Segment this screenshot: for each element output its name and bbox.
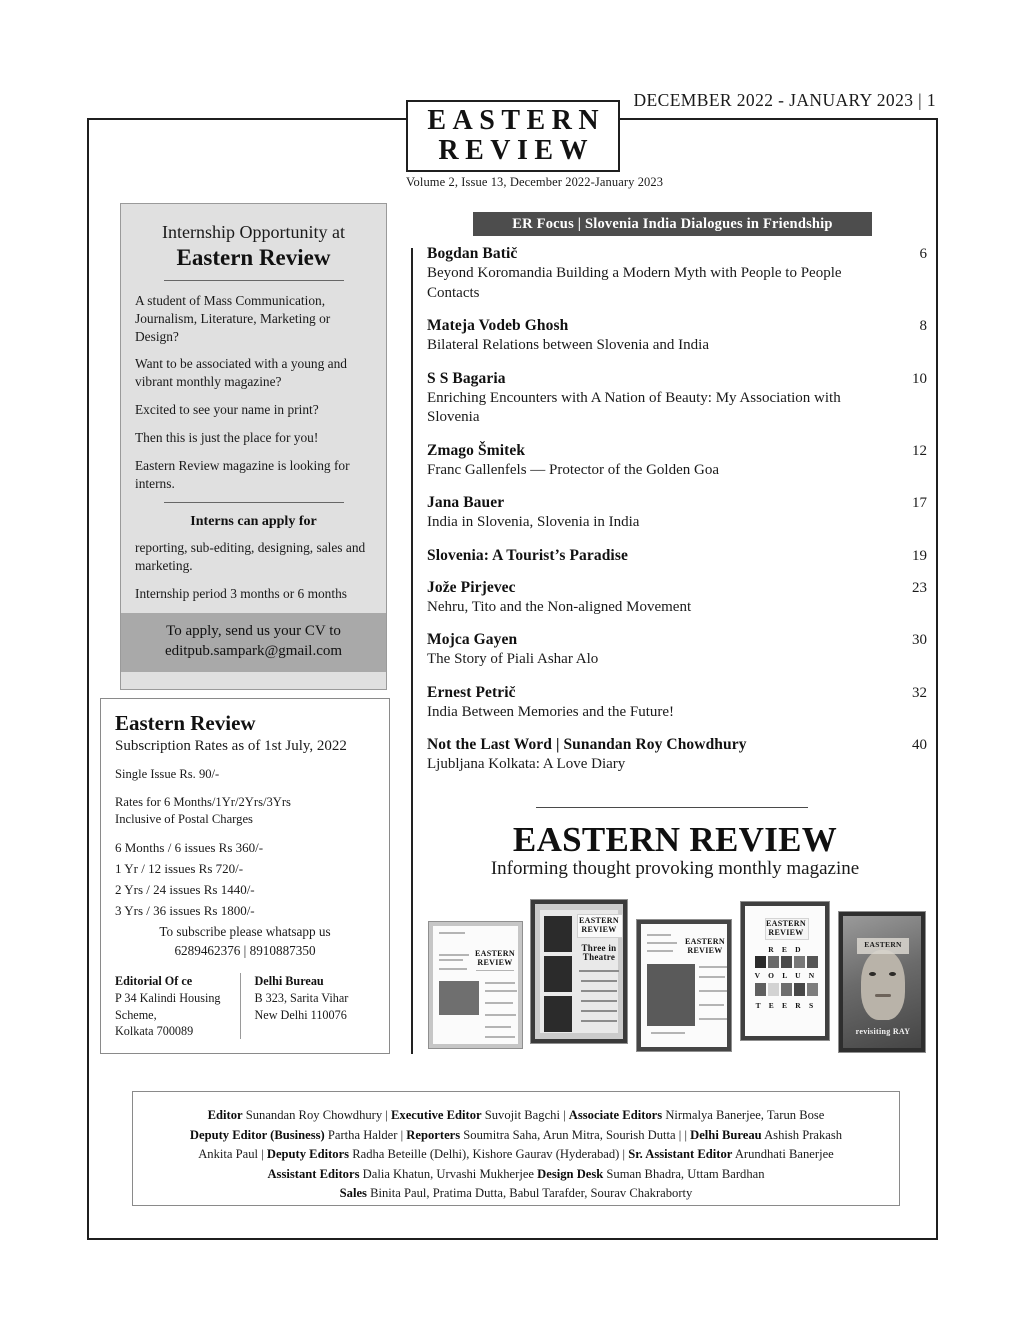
editorial-office-label: Editorial Of ce [115, 974, 193, 988]
toc-page-number: 10 [912, 370, 927, 387]
cover-4-title-line1: EASTERN [766, 919, 806, 928]
toc-entry[interactable] [427, 442, 927, 481]
toc-entry-row [427, 317, 927, 335]
subscription-subtitle: Subscription Rates as of 1st July, 2022 [115, 738, 347, 754]
apply-cv-line: To apply, send us your CV to [166, 622, 341, 639]
toc-author: Jana Bauer [427, 494, 505, 511]
internship-advert [120, 203, 387, 690]
toc-entry[interactable] [427, 684, 927, 723]
cover-2-title-line2: REVIEW [581, 925, 617, 934]
cover-4-title-line2: REVIEW [768, 928, 804, 937]
cover-thumbnail-1 [428, 921, 523, 1049]
interns-can-apply-heading: Interns can apply for [190, 514, 317, 530]
whatsapp-numbers[interactable]: 6289462376 | 8910887350 [174, 943, 316, 958]
toc-author: Mojca Gayen [427, 631, 518, 648]
toc-page-number: 12 [912, 442, 927, 459]
cover-4-headline-line3: T E E R S [755, 1001, 817, 1010]
internship-heading-brand: Eastern Review [176, 245, 331, 270]
magazine-covers-strip [424, 893, 929, 1063]
single-issue-price: Single Issue Rs. 90/- [115, 767, 220, 781]
rate-3-years: 3 Yrs / 36 issues Rs 1800/- [115, 903, 255, 918]
toc-page-number: 30 [912, 632, 927, 648]
cover-4-headline-line2: V O L U N [754, 971, 818, 980]
rates-heading-2: Inclusive of Postal Charges [115, 812, 253, 826]
apply-cv-email[interactable]: editpub.sampark@gmail.com [164, 642, 343, 659]
internship-paragraph-4: Then this is just the place for you! [135, 429, 319, 445]
delhi-bureau-line2: New Delhi 110076 [254, 1007, 347, 1022]
toc-article-title: The Story of Piali Ashar Alo [427, 651, 599, 667]
toc-author: Slovenia: A Tourist’s Paradise [427, 546, 628, 564]
advert-footer-strip [121, 672, 386, 689]
credits-line: Sales Binita Paul, Pratima Dutta, Babul Tarafder, Sourav Chakraborty [339, 1186, 693, 1201]
apply-cv-block [121, 613, 386, 672]
toc-entry[interactable] [427, 736, 927, 775]
masthead-logo [406, 100, 620, 172]
toc-entry-row [427, 579, 927, 597]
toc-page-number: 19 [912, 547, 927, 564]
toc-entry[interactable] [427, 631, 927, 670]
toc-page-number: 40 [912, 737, 927, 753]
toc-article-title: Bilateral Relations between Slovenia and India [427, 337, 709, 353]
cover-4-headline-line1: R E D [768, 945, 804, 954]
internship-period: Internship period 3 months or 6 months [135, 586, 348, 602]
cover-thumbnail-3 [636, 919, 732, 1052]
toc-page-number: 6 [919, 246, 927, 262]
promo-title: EASTERN REVIEW [512, 820, 838, 859]
cover-1-title-line1: EASTERN [475, 949, 515, 958]
logo-line-eastern: EASTERN [427, 104, 606, 136]
masthead-credits [132, 1091, 900, 1206]
toc-article-title: Nehru, Tito and the Non-aligned Movement [427, 598, 692, 615]
cover-3-title-line2: REVIEW [687, 946, 723, 955]
toc-author: Bogdan Batič [427, 245, 518, 262]
toc-page-number: 8 [919, 318, 927, 334]
delhi-bureau-line1: B 323, Sarita Vihar [254, 991, 349, 1006]
toc-entry[interactable] [427, 245, 927, 303]
toc-page-number: 23 [912, 579, 927, 596]
editorial-office-line1: P 34 Kalindi Housing Scheme, [115, 991, 221, 1022]
toc-author: S S Bagaria [427, 369, 506, 387]
cover-thumbnail-5 [838, 911, 926, 1053]
internship-paragraph-1: A student of Mass Communication, Journalism, Literature, Marketing or Design? [135, 293, 331, 344]
toc-entry[interactable] [427, 494, 927, 533]
issue-date: DECEMBER 2022 - JANUARY 2023 | 1 [633, 90, 936, 110]
toc-article-title: Ljubljana Kolkata: A Love Diary [427, 756, 626, 772]
toc-entry[interactable] [427, 370, 927, 428]
promo-subtitle: Informing thought provoking monthly magazine [490, 858, 860, 879]
rate-1-year: 1 Yr / 12 issues Rs 720/- [115, 861, 244, 876]
editorial-office [115, 973, 236, 1039]
volume-issue-line: Volume 2, Issue 13, December 2022-January 2023 [406, 175, 664, 189]
internship-paragraph-2: Want to be associated with a young and vibrant monthly magazine? [135, 356, 348, 390]
rate-2-years: 2 Yrs / 24 issues Rs 1440/- [115, 882, 255, 897]
editorial-office-line2: Kolkata 700089 [115, 1024, 194, 1039]
toc-entry-row [427, 631, 927, 649]
toc-entry[interactable] [427, 317, 927, 356]
credits-line: Ankita Paul | Deputy Editors Radha Beteille (Delhi), Kishore Gaurav (Hyderabad) | Sr. Assistant Editor Arundhati Banerjee [198, 1147, 834, 1162]
toc-page-number: 17 [912, 495, 927, 511]
toc-author: Mateja Vodeb Ghosh [427, 317, 569, 334]
whatsapp-label: To subscribe please whatsapp us [159, 924, 331, 939]
divider-rule [164, 280, 344, 281]
table-of-contents [427, 245, 927, 789]
toc-author: Jože Pirjevec [427, 578, 516, 596]
delhi-bureau-label: Delhi Bureau [254, 974, 324, 988]
divider-rule-2 [164, 502, 344, 503]
credits-line: Deputy Editor (Business) Partha Halder | Reporters Soumitra Saha, Arun Mitra, Sourish Dutta | | Delhi Bureau Ashish Prakash [189, 1127, 843, 1142]
toc-article-title: Enriching Encounters with A Nation of Beauty: My Association with Slovenia [427, 389, 841, 425]
toc-article-title: Beyond Koromandia Building a Modern Myth with People to People Contacts [427, 265, 842, 301]
cover-thumbnail-2 [530, 899, 628, 1044]
logo-line-review: REVIEW [438, 135, 595, 166]
internship-heading-top: Internship Opportunity at [162, 222, 345, 242]
toc-page-number: 32 [912, 684, 927, 701]
toc-entry-row [427, 494, 927, 512]
toc-entry-row [427, 684, 927, 702]
delhi-bureau [240, 973, 376, 1039]
cover-5-title-line1: EASTERN [864, 940, 902, 949]
internship-paragraph-5: Eastern Review magazine is looking for interns. [135, 457, 350, 491]
cover-5-headline: revisiting RAY [855, 1027, 911, 1036]
toc-entry-row [427, 245, 927, 263]
internship-roles: reporting, sub-editing, designing, sales and marketing. [135, 540, 366, 574]
toc-author: Ernest Petrič [427, 683, 516, 701]
toc-author: Not the Last Word | Sunandan Roy Chowdhury [427, 736, 747, 753]
toc-entry-row [427, 370, 927, 388]
cover-2-title-line1: EASTERN [579, 916, 619, 925]
cover-thumbnail-4 [740, 901, 830, 1041]
toc-author: Zmago Šmitek [427, 441, 526, 459]
credits-line: Editor Sunandan Roy Chowdhury | Executive Editor Suvojit Bagchi | Associate Editors Nirmalya Banerjee, Tarun Bose [207, 1108, 825, 1122]
internship-paragraph-3: Excited to see your name in print? [135, 402, 319, 418]
toc-entry-row [427, 736, 927, 754]
cover-3-title-line1: EASTERN [685, 937, 725, 946]
rates-heading-1: Rates for 6 Months/1Yr/2Yrs/3Yrs [115, 795, 291, 809]
toc-article-title: India Between Memories and the Future! [427, 703, 675, 720]
toc-article-title: India in Slovenia, Slovenia in India [427, 514, 640, 530]
credits-line: Assistant Editors Dalia Khatun, Urvashi Mukherjee Design Desk Suman Bhadra, Uttam Bardhan [267, 1166, 765, 1181]
toc-article-title: Franc Gallenfels — Protector of the Golden Goa [427, 461, 719, 478]
cover-1-title-line2: REVIEW [477, 958, 513, 967]
subscription-box [100, 698, 390, 1054]
subscription-title: Eastern Review [115, 711, 256, 735]
office-addresses [115, 973, 375, 1039]
toc-entry-row [427, 547, 927, 565]
column-divider [411, 248, 413, 1054]
toc-entry[interactable] [427, 579, 927, 618]
rate-6-months: 6 Months / 6 issues Rs 360/- [115, 840, 264, 855]
toc-entry[interactable] [427, 547, 927, 565]
toc-entry-row [427, 442, 927, 460]
er-focus-banner: ER Focus | Slovenia India Dialogues in Friendship [473, 212, 872, 236]
promo-divider-rule [536, 807, 808, 808]
cover-2-headline: Three in Theatre [581, 943, 617, 963]
